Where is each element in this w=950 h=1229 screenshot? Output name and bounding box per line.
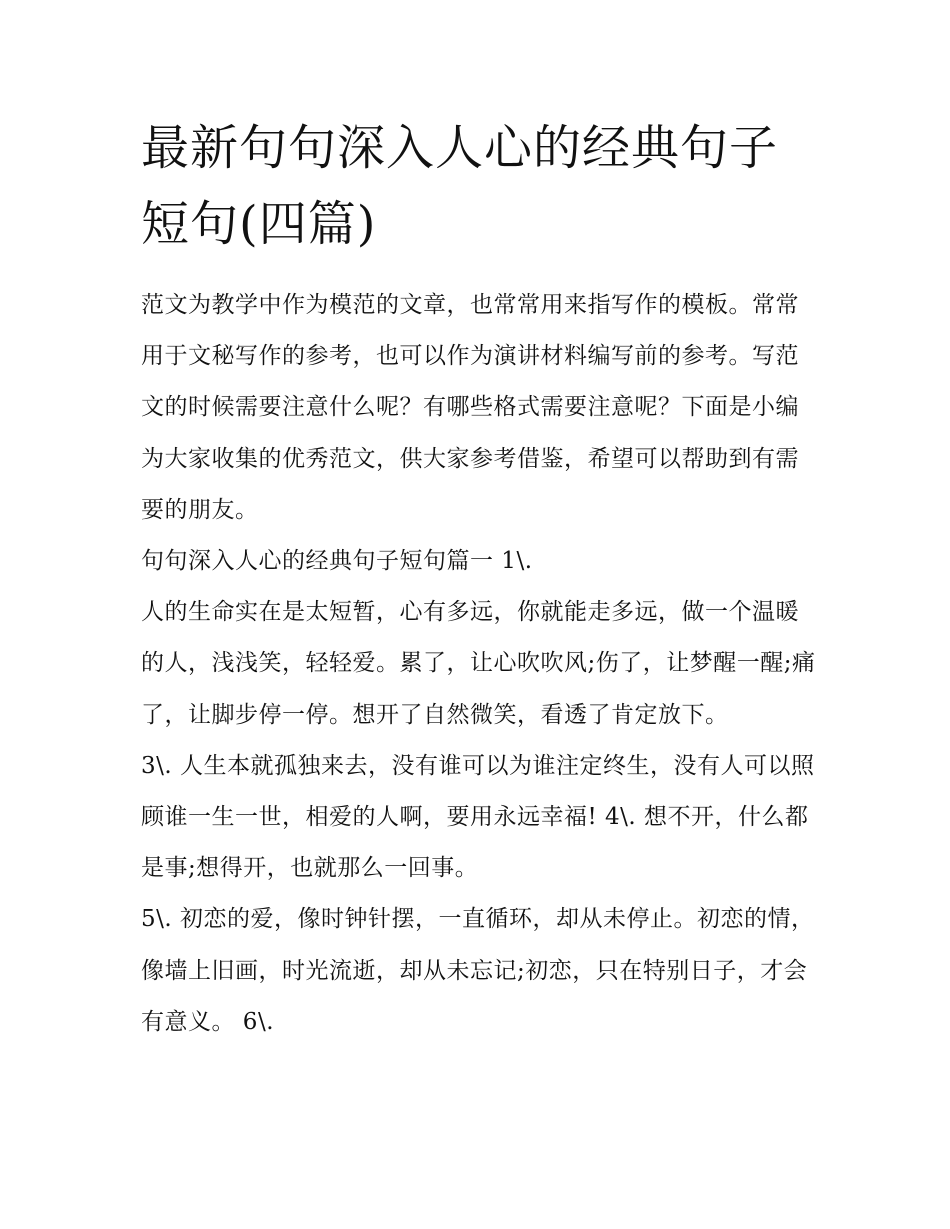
document-body	[141, 280, 816, 1048]
body-paragraph: 人的生命实在是太短暂，心有多远，你就能走多远，做一个温暖的人，浅浅笑，轻轻爱。累了，让心吹吹风;伤了，让梦醒一醒;痛了，让脚步停一停。想开了自然微笑，看透了肯定放下。	[141, 599, 816, 728]
body-paragraph: 3\. 人生本就孤独来去，没有谁可以为谁注定终生，没有人可以照顾谁一生一世，相爱的人啊，要用永远幸福! 4\. 想不开，什么都是事;想得开，也就那么一回事。	[141, 752, 815, 882]
intro-paragraph: 范文为教学中作为模范的文章，也常常用来指写作的模板。常常用于文秘写作的参考，也可以作为演讲材料编写前的参考。写范文的时候需要注意什么呢？有哪些格式需要注意呢？下面是小编为大家收集的优秀范文，供大家参考借鉴，希望可以帮助到有需要的朋友。	[141, 292, 799, 523]
body-paragraph: 5\. 初恋的爱，像时钟针摆，一直循环，却从未停止。初恋的情，像墙上旧画，时光流逝，却从未忘记;初恋，只在特别日子，才会有意义。 6\.	[141, 906, 815, 1035]
document-title: 最新句句深入人心的经典句子短句(四篇)	[141, 120, 779, 252]
section-heading: 句句深入人心的经典句子短句篇一 1\.	[141, 548, 533, 575]
